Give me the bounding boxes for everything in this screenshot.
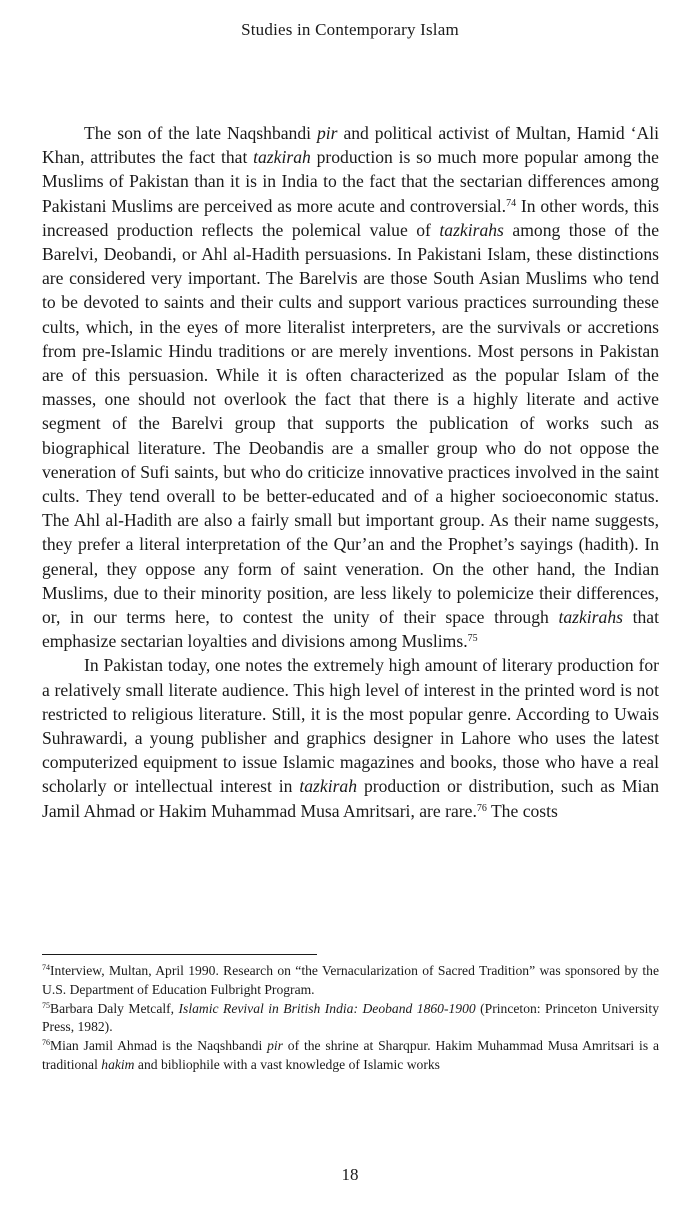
italic-term: tazkirahs: [558, 607, 623, 628]
footnote-75: [42, 1000, 659, 1038]
italic-term: pir: [267, 1038, 283, 1054]
text-run: among those of the Barelvi, Deobandi, or Ahl al-Hadith persuasions. In Pakistani Islam, these distinctions are considered very important. The Barelvis are those South Asian Muslims who tend to be devoted to saints and their cults and support various practices surrounding these cults, which, in the eyes of more literalist interpreters, are the survivals or accretions from pre-Islamic Hindu traditions or are merely inventions. Most persons in Pakistan are of this persuasion. While it is often characterized as the popular Islam of the masses, one should not overlook the fact that there is a highly literate and active segment of the Barelvi group that supports the publication of works such as biographical literature. The Deobandis are a smaller group who do not oppose the veneration of Sufi saints, but who do criticize innovative practices involved in the saint cults. They tend overall to be better-educated and of a higher socioeconomic status. The Ahl al-Hadith are also a fairly small but important group. As their name suggests, they prefer a literal interpretation of the Qur’an and the Prophet’s sayings (hadith). In general, they oppose any form of saint veneration. On the other hand, the Indian Muslims, due to their minority position, are less likely to polemicize their differences, or, in our terms here, to contest the unity of their space through: [42, 219, 660, 628]
page-number: 18: [341, 1165, 359, 1184]
footnote-ref-76[interactable]: 76: [476, 802, 487, 814]
footnotes: [42, 962, 659, 1075]
italic-term: tazkirah: [253, 147, 311, 168]
italic-term: tazkirahs: [439, 219, 504, 240]
paragraph-2: [42, 653, 659, 822]
italic-term: hakim: [101, 1056, 135, 1072]
text-run: In other words, this increased production reflects the polemical value of: [42, 195, 659, 240]
italic-term: pir: [316, 123, 338, 143]
footnote-text: of the shrine at Sharqpur. Hakim Muhammad Musa Amritsari is a traditional: [42, 1038, 659, 1072]
footnote-ref-74[interactable]: 74: [506, 197, 517, 209]
text-run: In Pakistan today, one notes the extremely high amount of literary production for a relatively small literate audience. This high level of interest in the printed word is not restricted to religious literature. Still, it is the most popular genre. According to Uwais Suhrawardi, a young publisher and graphics designer in Lahore who uses the latest computerized equipment to issue Islamic magazines and books, those who have a real scholarly or intellectual interest in: [42, 655, 659, 797]
footnote-74: [42, 962, 659, 1000]
book-title: Islamic Revival in British India: Deoband 1860-1900: [178, 1000, 476, 1016]
footnote-text: and bibliophile with a vast knowledge of Islamic works: [134, 1056, 440, 1072]
footnote-ref-75[interactable]: 75: [467, 633, 478, 645]
text-run: The costs: [486, 800, 558, 821]
footnote-number: 75: [42, 1000, 50, 1010]
footnote-text: (Princeton: Princeton University Press, 1982).: [42, 1000, 659, 1035]
italic-term: tazkirah: [299, 776, 358, 797]
running-title: Studies in Contemporary Islam: [241, 20, 459, 39]
footnote-number: 76: [42, 1038, 50, 1048]
footnote-rule: [42, 954, 317, 955]
text-run: The son of the late Naqshbandi: [84, 123, 317, 143]
footnote-text: Mian Jamil Ahmad is the Naqshbandi: [50, 1038, 268, 1054]
body-text: [42, 121, 659, 823]
footnote-number: 74: [42, 963, 50, 972]
text-run: and political activist of Multan, Hamid ‘Ali Khan, attributes the fact that: [42, 123, 659, 168]
footnote-76: [42, 1037, 659, 1075]
paragraph-1: [42, 121, 659, 653]
footnote-text: Barbara Daly Metcalf,: [50, 1000, 179, 1016]
text-run: production is so much more popular among the Muslims of Pakistan than it is in India to the fact that the sectarian differences among Pakistani Muslims are perceived as more acute and controversial.: [42, 147, 659, 216]
text-run: that emphasize sectarian loyalties and divisions among Muslims.: [42, 607, 660, 652]
text-run: production or distribution, such as Mian Jamil Ahmad or Hakim Muhammad Musa Amritsari, are rare.: [42, 776, 659, 821]
footnote-text: Interview, Multan, April 1990. Research on “the Vernacularization of Sacred Tradition” was sponsored by the U.S. Department of Education Fulbright Program.: [42, 963, 659, 997]
